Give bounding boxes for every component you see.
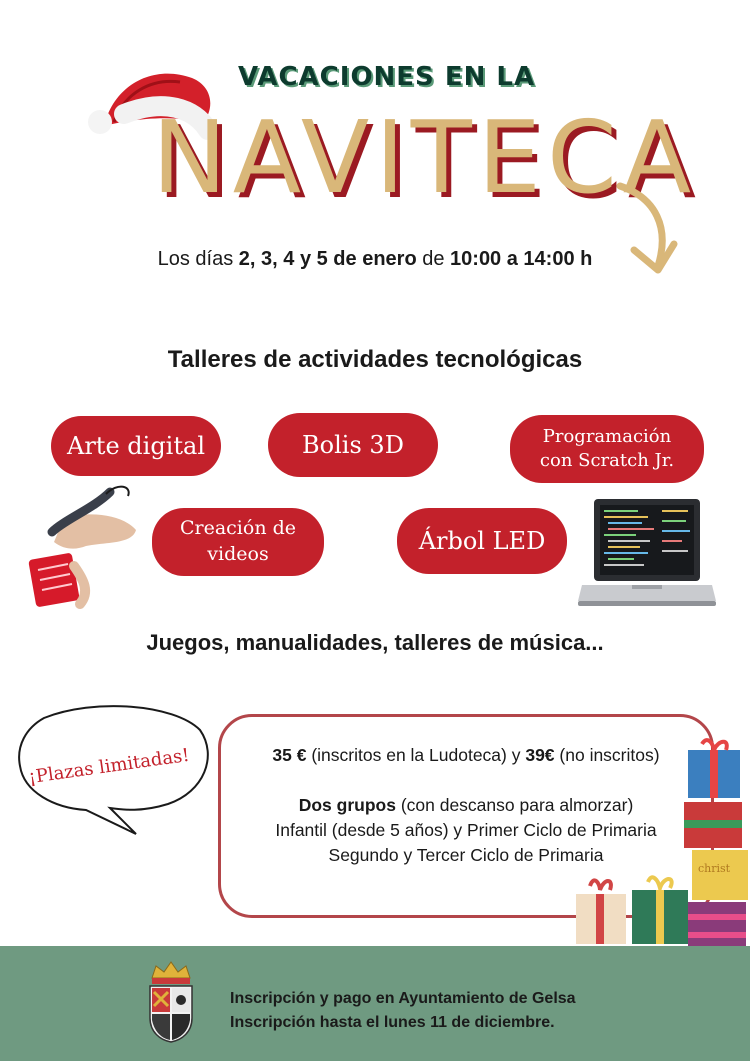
price-line: 35 € (inscritos en la Ludoteca) y 39€ (no inscritos) [272, 745, 660, 765]
page-title: NAVITECA [152, 99, 698, 216]
laptop-icon [578, 497, 716, 612]
workshops-heading: Talleres de actividades tecnológicas [167, 346, 583, 373]
groups-line: Dos grupos (con descanso para almorzar) [298, 795, 634, 815]
workshop-pill-arbol-led: Árbol LED [397, 508, 567, 574]
3d-pen-icon [24, 480, 144, 615]
limited-places-label: ¡Plazas limitadas! [27, 744, 191, 789]
group-infantil: Infantil (desde 5 años) y Primer Ciclo de Primaria [275, 820, 657, 840]
workshop-pill-arte-digital: Arte digital [51, 416, 221, 476]
gift-boxes-icon [572, 738, 750, 950]
dates-line: Los días 2, 3, 4 y 5 de enero de 10:00 a 14:00 h [157, 248, 593, 270]
group-segundo-tercer: Segundo y Tercer Ciclo de Primaria [328, 845, 604, 865]
svg-text:christ: christ [698, 862, 731, 875]
pre-title: VACACIONES EN LA [238, 62, 536, 92]
coat-of-arms-icon [146, 960, 196, 1044]
workshop-pill-programacion: Programación con Scratch Jr. [510, 415, 704, 483]
footer-line-2: Inscripción hasta el lunes 11 de diciembre. [230, 1014, 555, 1031]
workshop-pill-creacion-videos: Creación de videos [152, 508, 324, 576]
footer-line-1: Inscripción y pago en Ayuntamiento de Gelsa [230, 990, 576, 1007]
activities-line: Juegos, manualidades, talleres de música... [146, 630, 604, 655]
workshop-pill-bolis-3d: Bolis 3D [268, 413, 438, 477]
